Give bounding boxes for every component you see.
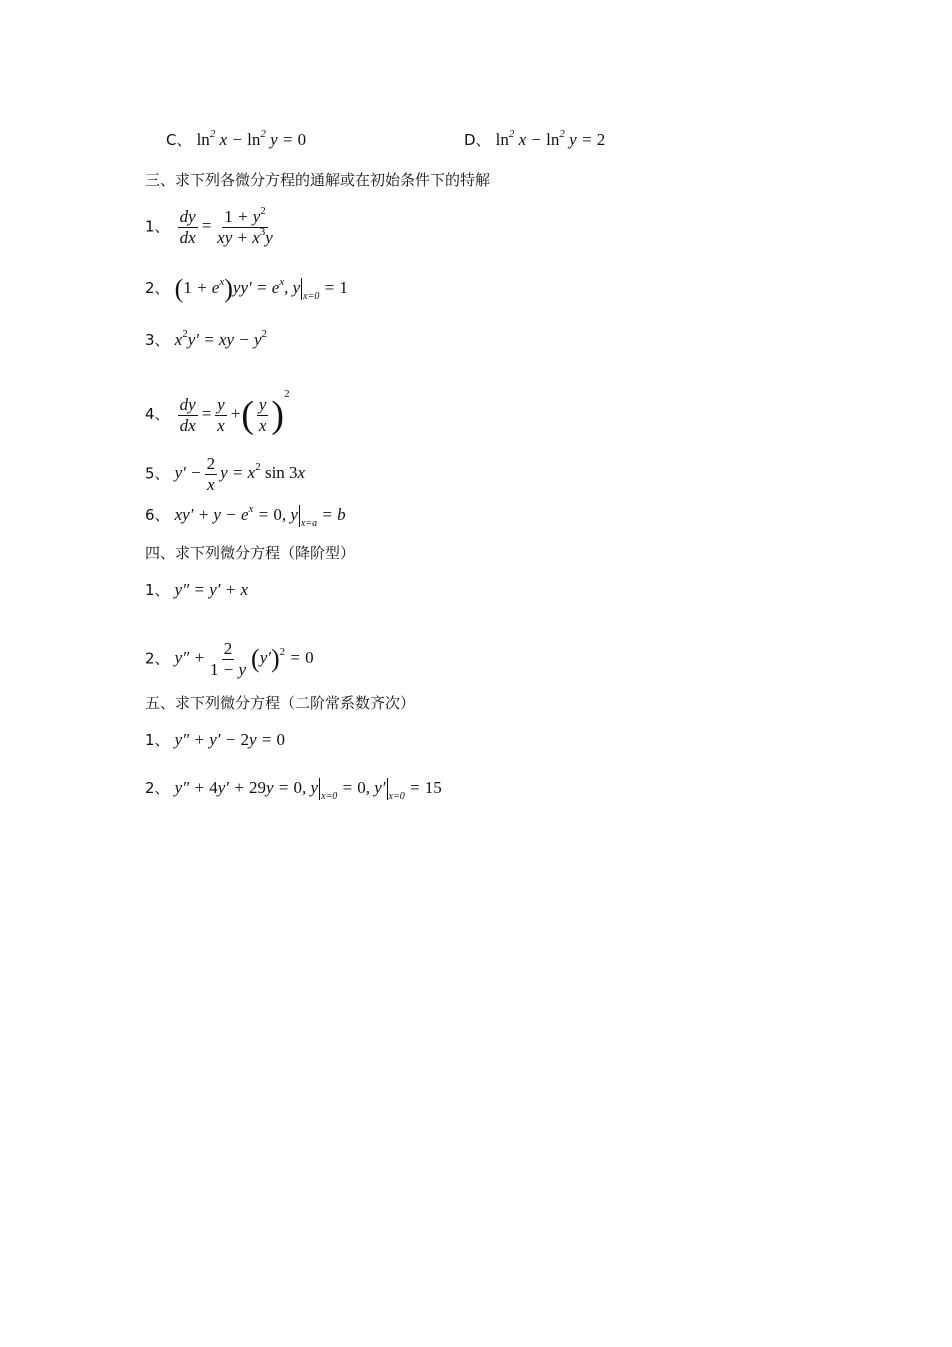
section3-item-6 [145, 505, 346, 527]
item-number: 1、 [145, 731, 170, 749]
section3-item-2 [145, 274, 348, 304]
section3-item-4 [145, 388, 290, 437]
item-number: 2、 [145, 779, 170, 797]
section5-item-1 [145, 730, 285, 750]
item-number: 5、 [145, 464, 170, 483]
option-c [166, 130, 306, 150]
equation: $(1 + e^x)yy' = e^x$, y $_{x=0}$ = 1 [174, 274, 348, 304]
option-d-label: D、 [464, 131, 491, 149]
section3-item-5 [145, 455, 305, 494]
equation: y′ − $\frac{2}{x}$ $y = x^2$ sin 3x [174, 454, 306, 494]
item-number: 6、 [145, 506, 170, 524]
section4-item-1 [145, 580, 248, 600]
option-d [464, 130, 605, 150]
section4-item-2 [145, 640, 314, 679]
equation: y″ + y′ − 2y = 0 [174, 730, 286, 749]
item-number: 1、 [145, 581, 170, 599]
item-number: 3、 [145, 331, 170, 349]
equation: $\frac{dy}{dx}$ = $\frac{1 + y^2}{xy + x^3y}$ [179, 205, 273, 247]
section3-item-3 [145, 330, 267, 350]
section4-heading: 四、求下列微分方程（降阶型） [145, 544, 356, 562]
option-d-formula: $\ln^2 x - \ln^2 y = 2$ [495, 128, 606, 149]
option-c-label: C、 [166, 131, 192, 149]
equation: $\frac{dy}{dx}$ = $\frac{y}{x}$ +( $\frac{y}{x}$ )$^2$ [179, 388, 290, 437]
section3-heading: 三、求下列各微分方程的通解或在初始条件下的特解 [145, 171, 491, 189]
equation: y″ = y′ + x [174, 580, 249, 599]
option-c-formula: $\ln^2 x - \ln^2 y = 0$ [196, 128, 307, 149]
equation: y″ + 4y′ + 29y = 0, y $_{x=0}$ = 0, y′ $_{x=0}$ = 15 [174, 778, 442, 802]
equation: y″ + $\frac{2}{1 - y}$ $(y')^2 = 0$ [174, 639, 314, 679]
section3-item-1 [145, 205, 278, 247]
item-number: 4、 [145, 405, 170, 423]
equation: $xy' + y - e^x = 0$, y $_{x=a}$ = b [174, 503, 346, 529]
item-number: 1、 [145, 217, 170, 236]
section5-heading: 五、求下列微分方程（二阶常系数齐次） [145, 694, 416, 712]
equation: $x^2y'$ = xy − $y^2$ [174, 328, 268, 349]
item-number: 2、 [145, 279, 170, 297]
section5-item-2 [145, 778, 442, 800]
item-number: 2、 [145, 649, 170, 668]
